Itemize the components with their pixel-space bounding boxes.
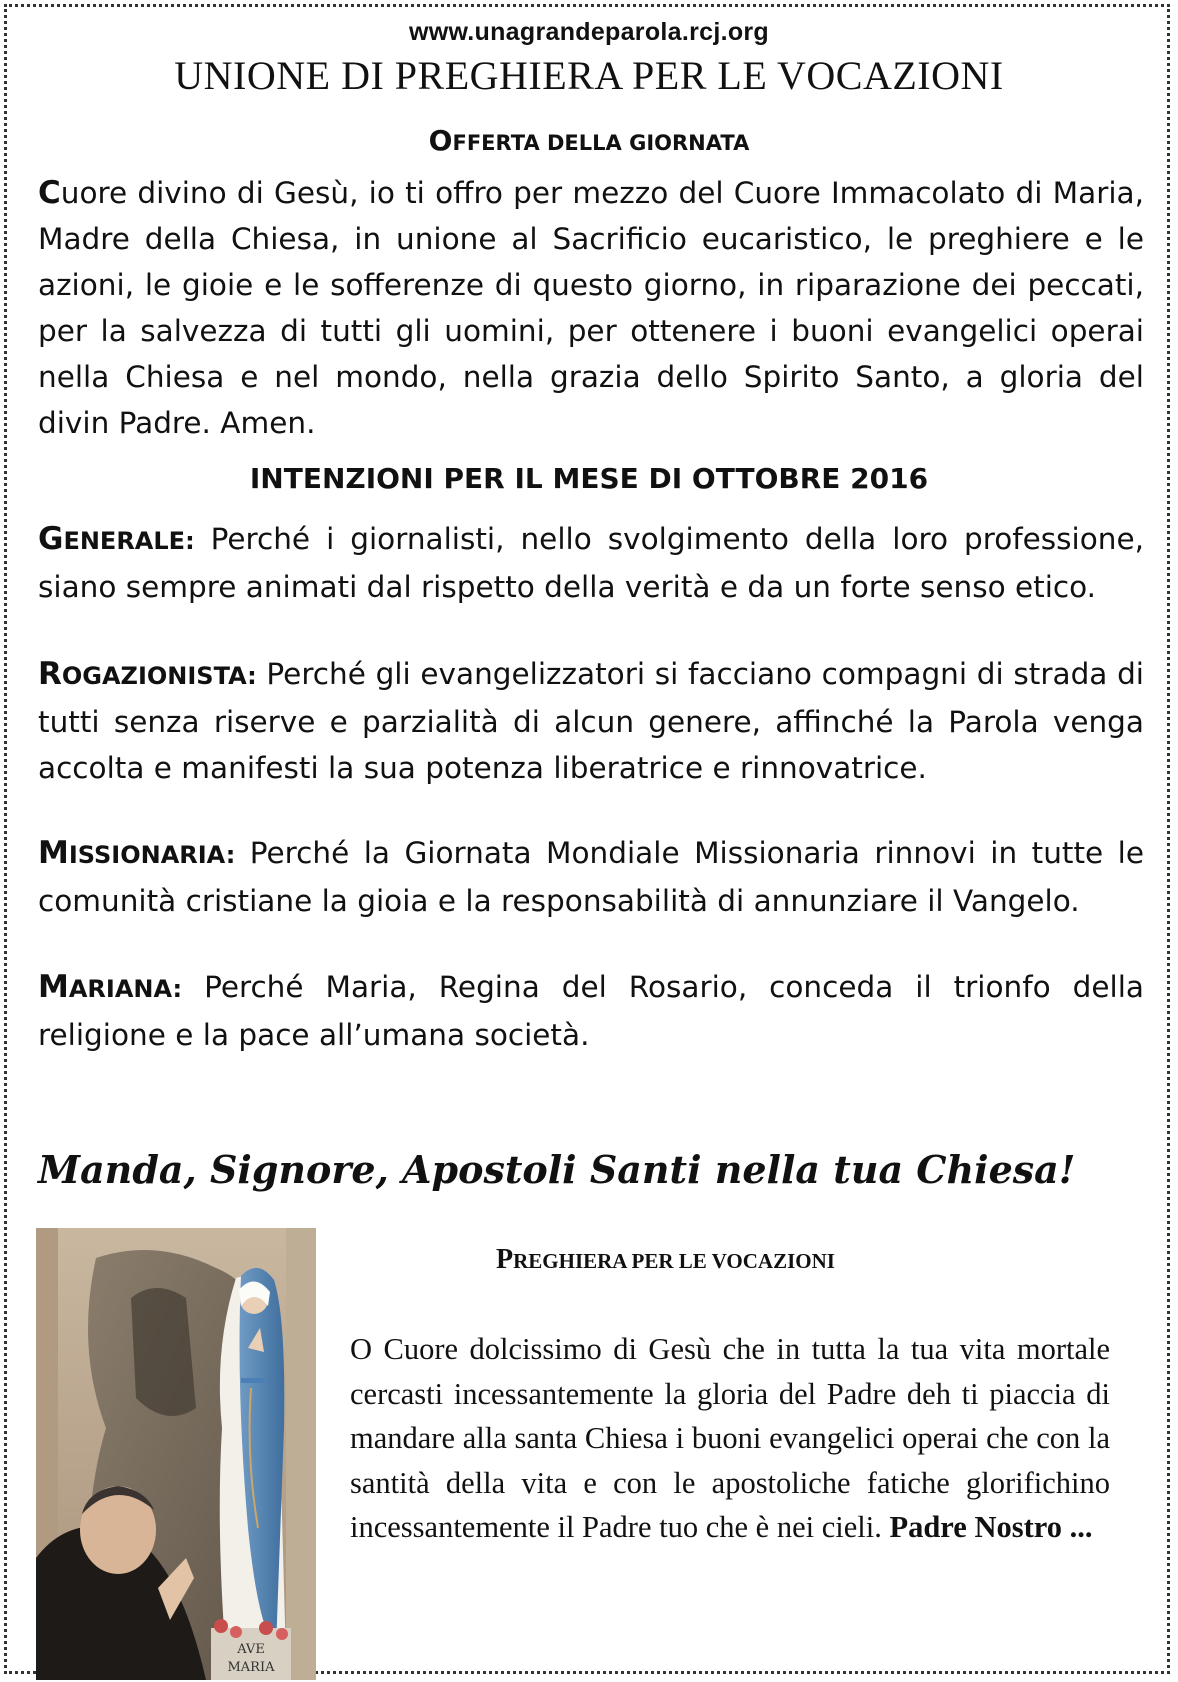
website-url[interactable]: www.unagrandeparola.rcj.org: [408, 18, 770, 46]
intention-label: MARIANA:: [38, 969, 183, 1005]
offerta-heading-rest: FFERTA DELLA GIORNATA: [452, 131, 750, 155]
holy-card-image: [36, 1228, 316, 1680]
intention-text: Perché i giornalisti, nello svolgimento della loro professione, siano sempre animati dal rispetto della verità e da un forte senso etico.: [38, 522, 1144, 604]
intention-missionaria: [38, 830, 1144, 924]
preghiera-body: O Cuore dolcissimo di Gesù che in tutta la tua vita mortale cercasti incessantemente la gloria del Padre deh ti piaccia di mandare alla santa Chiesa i buoni evangelici operai che con la santità della vita e con le apostoliche fatiche glorifichino incessantemente il Padre tuo che è nei cieli.: [350, 1332, 1110, 1544]
intention-generale: [38, 516, 1144, 610]
intention-mariana: [38, 964, 1144, 1058]
motto: Manda, Signore, Apostoli Santi nella tua Chiesa!: [38, 1147, 1076, 1192]
intention-text: Perché gli evangelizzatori si facciano compagni di strada di tutti senza riserve e parzialità di alcun genere, affinché la Parola venga accolta e manifesti la sua potenza liberatrice e rinnovatrice.: [38, 657, 1144, 785]
intenzioni-heading: [0, 462, 1178, 495]
preghiera-title-rest: REGHIERA PER LE VOCAZIONI: [513, 1249, 835, 1273]
offerta-heading-initial: O: [428, 124, 453, 157]
intention-text: Perché Maria, Regina del Rosario, conceda il trionfo della religione e la pace all’umana società.: [38, 970, 1144, 1052]
intention-label: ROGAZIONISTA:: [38, 656, 257, 692]
offerta-drop-initial: C: [38, 175, 61, 211]
preghiera-ending: Padre Nostro ...: [889, 1510, 1093, 1544]
offerta-paragraph: [38, 170, 1144, 446]
preghiera-title: [496, 1244, 835, 1276]
image-caption-line2: MARIA: [227, 1660, 275, 1675]
image-caption-line1: AVE: [237, 1642, 265, 1657]
preghiera-title-initial: P: [496, 1244, 514, 1275]
page-title: UNIONE DI PREGHIERA PER LE VOCAZIONI: [174, 53, 1004, 98]
intention-label: MISSIONARIA:: [38, 835, 236, 871]
intention-rogazionista: [38, 651, 1144, 791]
preghiera-text: [350, 1327, 1110, 1550]
offerta-text: uore divino di Gesù, io ti offro per mezzo del Cuore Immacolato di Maria, Madre della Chiesa, in unione al Sacrificio eucaristico, le preghiere e le azioni, le gioie e le sofferenze di questo giorno, in riparazione dei peccati, per la salvezza di tutti gli uomini, per ottenere i buoni evangelici operai nella Chiesa e nel mondo, nella grazia dello Spirito Santo, a gloria del divin Padre. Amen.: [38, 176, 1144, 440]
intention-label: GENERALE:: [38, 521, 195, 557]
intenzioni-heading-text: INTENZIONI PER IL MESE DI OTTOBRE 2016: [249, 462, 929, 495]
intention-text: Perché la Giornata Mondiale Missionaria rinnovi in tutte le comunità cristiane la gioia e la responsabilità di annunziare il Vangelo.: [38, 836, 1144, 918]
offerta-heading: [0, 124, 1178, 157]
